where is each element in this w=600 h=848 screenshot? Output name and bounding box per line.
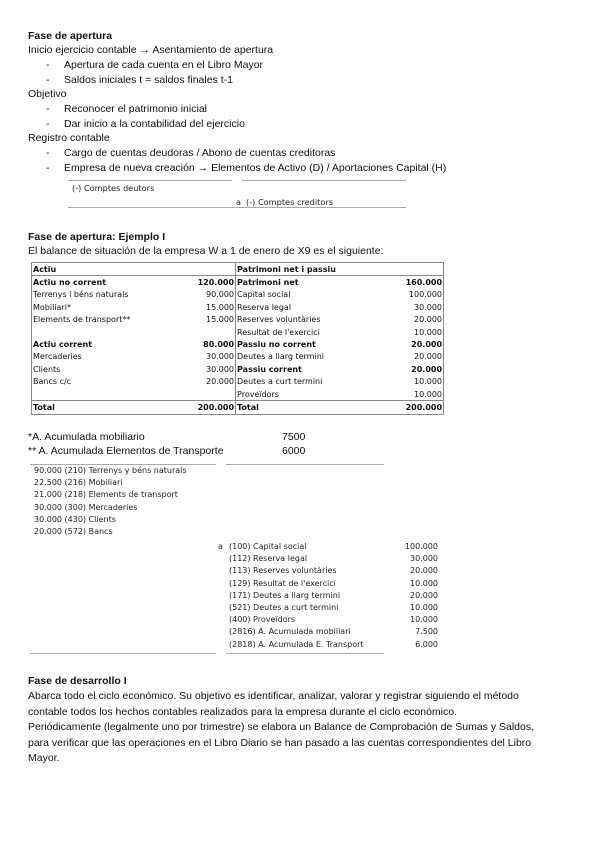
asset-label: Mobiliari* [33,302,71,312]
journal-credit-amount: 7.500 [415,627,438,637]
liability-value: 20.000 [411,340,443,350]
journal-credit-amount: 20.000 [410,590,438,600]
note-mobiliario-label: *A. Acumulada mobiliario [28,431,145,443]
bullet-dash: - [46,59,50,71]
note-mobiliario-value: 7500 [282,431,306,443]
liability-label: Capital social [236,289,374,301]
asset-label: Mercaderies [33,352,82,362]
total-liabilities-label: Total [236,401,374,414]
list-item-text: Saldos iniciales t = saldos finales t-1 [64,74,233,86]
journal-credit-amount: 30.000 [410,554,438,564]
journal-credit-account: (100) Capital social [229,542,307,551]
liability-value: 20.000 [414,315,443,325]
liability-label: Passiu corrent [236,363,374,375]
table-row [32,388,444,401]
table-row [32,363,444,375]
section-title-desarrollo: Fase de desarrollo I [28,675,127,687]
journal-debit-line: 30.000 (430) Clients [34,514,116,524]
journal-rule [30,464,216,465]
asset-label: Actiu corrent [33,340,93,350]
asset-label: Terrenys i béns naturals [33,290,129,300]
journal-credit-amount: 10.000 [410,603,438,612]
journal-debit-line: 22.500 (216) Mobiliari [34,478,123,488]
liability-label: Deutes a curt termini [236,376,374,388]
table-row [32,376,444,388]
asset-value: 120.000 [197,278,235,288]
header-assets: Actiu [32,263,236,276]
table-row [32,351,444,363]
apertura-intro: Inicio ejercicio contable → Asentamiento de apertura [28,44,274,56]
liability-value: 20.000 [411,364,443,374]
liability-value: 10.000 [414,377,443,387]
journal-debit-line: 30.000 (300) Mercaderies [34,502,138,512]
table-row [32,314,444,326]
asset-label: Clients [33,364,61,374]
asset-value: 15.000 [206,315,235,325]
journal-rule [30,653,216,654]
total-liabilities-value: 200.000 [374,401,444,414]
asset-value: 20.000 [206,377,235,387]
liability-label: Proveïdors [236,388,374,401]
journal-credit-amount: 6.000 [415,639,438,649]
bullet-dash: - [46,118,50,130]
journal-rule [68,207,406,208]
journal-credit-amount: 20.000 [410,566,438,576]
journal-credit-account: (113) Reserves voluntàries [229,566,337,576]
liability-label: Reserves voluntàries [236,314,374,326]
asset-label [32,326,172,338]
paragraph-line: Abarca todo el ciclo económico. Su objetivo es identificar, analizar, valorar y registrar siguiendo el método [28,690,519,702]
list-item-text: Apertura de cada cuenta en el Libro Mayor [64,59,264,71]
journal-credit-account: (400) Proveïdors [229,615,296,625]
balance-body [32,263,444,415]
journal-credit-amount: 10.000 [410,578,438,588]
journal-credit-account: (112) Reserva legal [229,554,308,564]
section-title-ejemplo: Fase de apertura: Ejemplo I [28,231,166,243]
asset-value: 30.000 [206,352,235,362]
asset-label: Elements de transport** [33,315,131,325]
table-row [32,326,444,338]
journal-credit-text: (-) Comptes creditors [246,197,334,207]
table-row [32,338,444,350]
asset-label: Actiu no corrent [33,278,107,288]
journal-credit-account: (2818) A. Acumulada E. Transport [229,639,364,649]
ejemplo-intro: El balance de situación de la empresa W a 1 de enero de X9 es el siguiente: [28,245,384,257]
journal-debit-line: 90.000 (210) Terrenys y béns naturals [34,466,187,475]
asset-value: 30.000 [206,364,235,374]
liability-label: Resultat de l'exercici [236,326,374,338]
paragraph-line: Mayor. [28,752,60,764]
liability-value: 30.000 [414,302,443,312]
journal-debit-line: 21.000 (218) Elements de transport [34,490,178,500]
journal-rule [242,180,406,181]
desarrollo-paragraph [28,689,576,767]
liability-label: Reserva legal [236,301,374,313]
paragraph-line: contable todos los hechos contables realizados para la empresa durante el ciclo económico. [28,705,458,718]
asset-value: 90.000 [206,290,235,300]
liability-value: 20.000 [414,352,443,362]
journal-credit-account: (129) Resultat de l'exercici [229,578,336,588]
note-transporte-value: 6000 [282,445,306,457]
journal-debit-line: 20.000 (572) Bancs [34,527,113,536]
balance-table [31,262,444,415]
liability-value: 10.000 [414,389,443,399]
header-liabilities: Patrimoni net i passiu [236,263,444,276]
liability-value: 100.000 [408,290,443,300]
asset-label [32,388,172,401]
table-row [32,289,444,301]
table-header-row [32,263,444,276]
asset-value [172,388,236,401]
journal-a: a [218,542,223,551]
registro-label: Registro contable [28,132,110,144]
list-item-text: Empresa de nueva creación → Elementos de Activo (D) / Aportaciones Capital (H) [64,162,447,174]
list-item-text: Dar inicio a la contabilidad del ejercicio [64,118,245,130]
table-row [32,301,444,313]
list-item-text: Cargo de cuentas deudoras / Abono de cuentas creditoras [64,147,336,159]
note-transporte-label: ** A. Acumulada Elementos de Transporte [28,445,224,457]
journal-rule [226,464,384,465]
liability-label: Passiu no corrent [236,338,374,350]
liability-value: 10.000 [414,327,443,337]
table-total-row [32,401,444,414]
journal-a: a [236,197,242,207]
asset-label: Bancs c/c [33,377,72,387]
journal-rule [68,180,232,181]
section-title-apertura: Fase de apertura [28,30,113,42]
paragraph-line: para verificar que las operaciones en el Libro Diario se han pasado a las cuentas correspondientes del Libro [28,736,532,749]
liability-value: 160.000 [405,278,443,288]
journal-credit-amount: 100.000 [404,542,438,551]
objetivo-label: Objetivo [28,88,67,100]
table-row [32,276,444,289]
journal-rule [226,653,384,654]
bullet-dash: - [46,103,50,115]
bullet-dash: - [46,74,50,86]
bullet-dash: - [46,162,50,174]
asset-value: 80.000 [203,340,235,350]
liability-label: Patrimoni net [236,276,374,289]
liability-label: Deutes a llarg termini [236,351,374,363]
list-item-text: Reconocer el patrimonio inicial [64,103,207,115]
journal-credit-amount: 10.000 [410,615,438,625]
total-assets-label: Total [32,401,172,414]
bullet-dash: - [46,147,50,159]
journal-credit-account: (171) Deutes a llarg termini [229,590,341,600]
paragraph-line: Periódicamente (legalmente uno por trimestre) se elabora un Balance de Comprobación de Sumas y Saldos, [28,721,535,733]
asset-value [172,326,236,338]
journal-credit-account: (521) Deutes a curt termini [229,603,339,612]
total-assets-value: 200.000 [172,401,236,414]
journal-credit-account: (2816) A. Acumulada mobiliari [229,627,351,637]
asset-value: 15.000 [206,302,235,312]
journal-debit-text: (-) Comptes deutors [72,183,155,193]
